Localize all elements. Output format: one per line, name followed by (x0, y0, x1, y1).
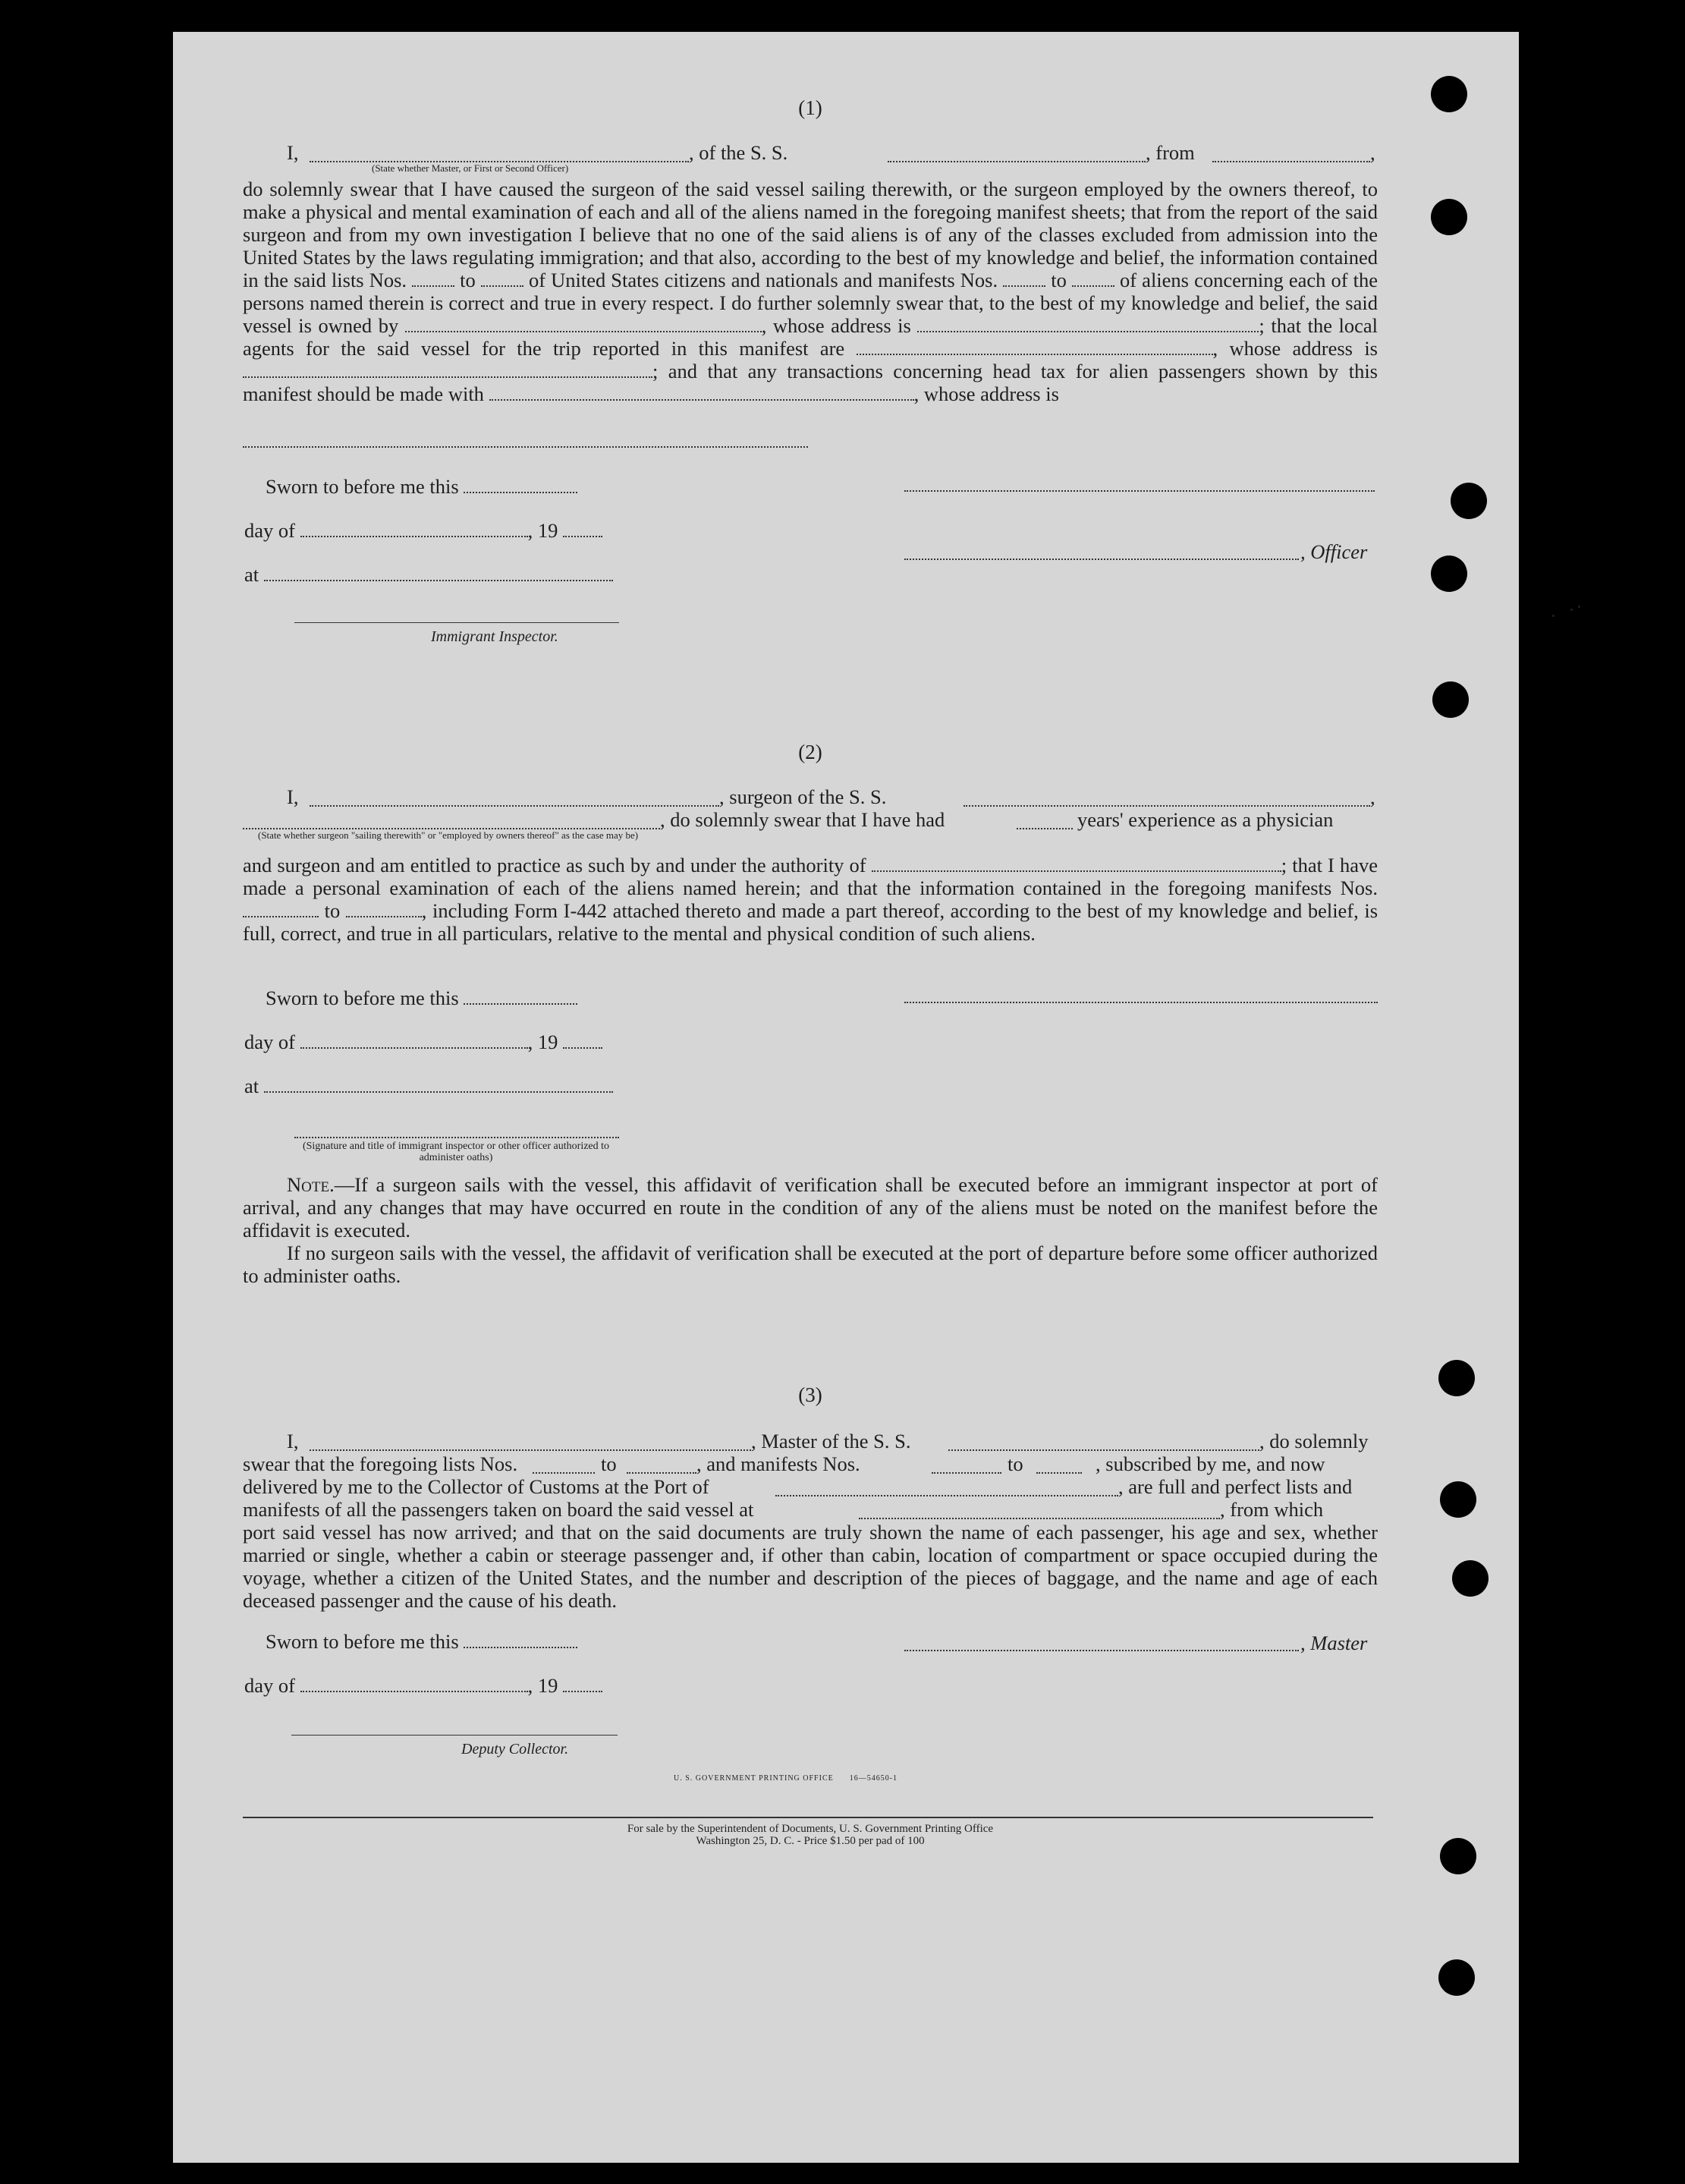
officer-signature-line[interactable] (904, 490, 1375, 492)
sworn-label: Sworn to before me this (266, 475, 459, 498)
ship-name-field[interactable] (948, 1434, 1259, 1451)
semicolon: ; (1259, 314, 1265, 337)
note-text-2: If no surgeon sails with the vessel, the affidavit of verification shall be executed at the port of departure before some officer authorized to administer oaths. (243, 1241, 1378, 1287)
binder-hole (1431, 76, 1467, 112)
binder-hole (1440, 1838, 1476, 1874)
solemnly-text: , do solemnly (1259, 1430, 1369, 1452)
inspector-label: Immigrant Inspector. (431, 628, 558, 645)
section-1-first-line (243, 141, 1378, 174)
form-442-text: , including Form I-442 attached thereto and made a part thereof, according to the best of my knowledge and belief, is full, correct, and true in all particulars, relative to the mental and physical condition of such aliens. (243, 899, 1378, 945)
ship-name-field[interactable] (888, 146, 1146, 162)
note-block (243, 1173, 1378, 1287)
day-of-label: day of (244, 1674, 295, 1697)
to-label: to (1051, 269, 1067, 291)
signature-note: (Signature and title of immigrant inspector or other officer authorized to administer oaths) (302, 1141, 610, 1163)
oath-i: I, (287, 1430, 299, 1452)
day-of-row (244, 1674, 602, 1698)
comma: , (1370, 141, 1375, 164)
at-row (244, 1075, 613, 1098)
master-of-label: , Master of the S. S. (751, 1430, 911, 1452)
year-field[interactable] (563, 1032, 602, 1049)
at-place-field[interactable] (264, 565, 613, 581)
sworn-row (266, 1630, 577, 1654)
lists-from-field[interactable] (533, 1457, 595, 1474)
at-row (244, 563, 613, 587)
sworn-date-field[interactable] (464, 477, 577, 493)
years-field[interactable] (1017, 813, 1073, 829)
year-field[interactable] (563, 1676, 602, 1692)
comma: , (1370, 785, 1375, 808)
manifests-all-text: manifests of all the passengers taken on board the said vessel at (243, 1498, 754, 1521)
sworn-row (266, 987, 577, 1010)
note-heading: Note. (287, 1173, 335, 1196)
scan-speck (1552, 615, 1555, 617)
owner-address-field[interactable] (917, 316, 1259, 332)
lists-to-field[interactable] (627, 1457, 696, 1474)
comma: , (1212, 337, 1218, 360)
footer-rule (243, 1817, 1373, 1818)
master-label: , Master (1300, 1632, 1368, 1654)
authority-text: and surgeon and am entitled to practice as such by and under the authority of (243, 854, 866, 876)
sworn-date-field[interactable] (464, 1632, 577, 1648)
at-place-field[interactable] (264, 1076, 613, 1093)
from-port-field[interactable] (1212, 146, 1370, 162)
sworn-label: Sworn to before me this (266, 1630, 459, 1653)
day-of-field[interactable] (300, 1676, 528, 1692)
day-of-row (244, 519, 602, 543)
oath-i: I, (287, 141, 299, 164)
examination-text: that I have made a personal examination of each of the aliens named herein; and that the information contained in the foregoing manifests Nos. (243, 854, 1378, 899)
surgeon-of-label: , surgeon of the S. S. (719, 785, 887, 808)
oath-i: I, (287, 785, 299, 808)
manifests-to-field[interactable] (346, 901, 422, 917)
manifests-from-field[interactable] (1003, 270, 1045, 287)
lists-from-field[interactable] (412, 270, 454, 287)
binder-hole (1432, 681, 1469, 718)
whose-address-label: whose address is (1229, 337, 1378, 360)
citizens-text: of United States citizens and nationals and manifests Nos. (528, 269, 998, 291)
passengers-text: port said vessel has now arrived; and that on the said documents are truly shown the name of each passenger, his age and sex, whether married or single, whether a cabin or steerage passenger and, if other than cabin, location of compartment or space occupied during the voyage, whether a citizen of the United States, and the number and description of the pieces of baggage, and the name and age of each deceased passenger and the cause of his death. (243, 1521, 1378, 1612)
semicolon: ; (1281, 854, 1287, 876)
surgeon-signature-line[interactable] (904, 1002, 1378, 1003)
inspector-signature-line[interactable] (294, 1137, 619, 1138)
sworn-row (266, 475, 577, 499)
year-label: , 19 (527, 1674, 558, 1697)
section-2-number: (2) (798, 741, 822, 763)
delivered-text: delivered by me to the Collector of Customs at the Port of (243, 1475, 709, 1498)
swear-text: swear that the foregoing lists Nos. (243, 1452, 518, 1475)
sale-line-1: For sale by the Superintendent of Documents, U. S. Government Printing Office (627, 1823, 994, 1835)
authority-field[interactable] (872, 855, 1281, 872)
surgeon-hint: (State whether surgeon "sailing therewith" or "employed by owners thereof" as the case may be) (258, 829, 639, 841)
head-tax-address-field[interactable] (243, 446, 808, 448)
section-3-body (243, 1430, 1378, 1612)
at-label: at (244, 563, 259, 586)
year-label: , 19 (527, 519, 558, 542)
whose-address-label: , whose address is (913, 382, 1059, 405)
section-2-paragraph (243, 854, 1378, 945)
manifests-from-field[interactable] (932, 1457, 1001, 1474)
head-tax-agent-field[interactable] (489, 384, 914, 401)
to-label: to (601, 1452, 617, 1475)
ship-name-field[interactable] (964, 790, 1370, 807)
section-3-first-lines (243, 1430, 1378, 1521)
port-field[interactable] (775, 1480, 1118, 1496)
surgeon-type-field[interactable] (243, 813, 660, 829)
binder-hole (1431, 555, 1467, 592)
at-label: at (244, 1075, 259, 1097)
from-label: , from (1146, 141, 1195, 164)
inspector-signature-line[interactable] (294, 622, 619, 623)
scan-speck (1570, 609, 1573, 611)
binder-hole (1438, 1959, 1475, 1996)
note-paragraph-2 (243, 1241, 1378, 1287)
subscribed-text: , subscribed by me, and now (1096, 1452, 1325, 1475)
to-label: to (324, 899, 341, 922)
master-signature-line[interactable] (904, 1650, 1299, 1651)
binder-hole (1438, 1360, 1475, 1396)
section-3-paragraph (243, 1521, 1378, 1612)
to-label: to (1008, 1452, 1023, 1475)
lists-to-field[interactable] (481, 270, 523, 287)
master-name-field[interactable] (310, 1434, 751, 1451)
sworn-label: Sworn to before me this (266, 987, 459, 1009)
whose-address-label: , whose address is (761, 314, 911, 337)
sale-line-2: Washington 25, D. C. - Price $1.50 per pad of 100 (696, 1835, 925, 1847)
gpo-imprint: U. S. GOVERNMENT PRINTING OFFICE 16—54650-1 (674, 1774, 898, 1783)
binder-hole (1431, 199, 1467, 235)
manifests-label: , and manifests Nos. (696, 1452, 860, 1475)
agents-field[interactable] (857, 338, 1213, 355)
manifests-to-field[interactable] (1072, 270, 1114, 287)
year-field[interactable] (563, 521, 602, 537)
day-of-field[interactable] (300, 1032, 528, 1049)
surgeon-name-field[interactable] (310, 790, 719, 807)
note-paragraph (243, 1173, 1378, 1241)
scan-speck (1578, 606, 1580, 608)
manifests-to-field[interactable] (1036, 1457, 1082, 1474)
of-ss-label: , of the S. S. (689, 141, 788, 164)
section-2-first-lines (243, 785, 1378, 841)
officer-label: , Officer (1300, 540, 1368, 563)
aliens-text: of aliens concerning each of the persons named therein is correct and true in every respect. I do further solemnly swear that, to the best of my knowledge and belief, the said vessel is owned by (243, 269, 1378, 337)
section-2-body (243, 785, 1378, 945)
day-of-label: day of (244, 1031, 295, 1053)
day-of-field[interactable] (300, 521, 528, 537)
agents-address-field[interactable] (243, 361, 652, 378)
binder-hole (1440, 1481, 1476, 1518)
section-1-number: (1) (798, 96, 822, 119)
collector-signature-line[interactable] (291, 1735, 618, 1736)
years-text: years' experience as a physician (1077, 808, 1334, 831)
collector-label: Deputy Collector. (461, 1741, 569, 1758)
day-of-row (244, 1031, 602, 1054)
officer-title-line[interactable] (904, 559, 1299, 560)
section-1-paragraph (243, 178, 1378, 405)
year-label: , 19 (527, 1031, 558, 1053)
section-3-number: (3) (798, 1383, 822, 1406)
to-label: to (460, 269, 476, 291)
departure-port-field[interactable] (859, 1503, 1220, 1519)
head-tax-text: ; and that any transactions concerning head tax for alien passengers shown by this manifest should be made with (243, 360, 1378, 405)
sworn-date-field[interactable] (464, 988, 577, 1005)
master-hint: (State whether Master, or First or Second Officer) (372, 162, 569, 174)
note-text: —If a surgeon sails with the vessel, this affidavit of verification shall be executed before an immigrant inspector at port of arrival, and any changes that may have occurred en route in the condition of any of the aliens must be noted on the manifest before the affidavit is executed. (243, 1173, 1378, 1241)
binder-hole (1451, 483, 1487, 519)
owner-field[interactable] (405, 316, 762, 332)
oath-text: do solemnly swear that I have caused the surgeon of the said vessel sailing therewith, or the surgeon employed by the owners thereof, to make a physical and mental examination of each and all of the aliens named in the foregoing manifest sheets; that from the report of the said surgeon and from my own investigation I believe that no one of the said aliens is of any of the classes excluded from admission into the United States by the laws regulating immigration; and that also, according to the best of my knowledge and belief, the information contained in the said lists Nos. (243, 178, 1378, 291)
binder-hole (1452, 1560, 1489, 1597)
section-1-body (243, 141, 1378, 405)
agents-text: that the local agents for the said vessel for the trip reported in this manifest are (243, 314, 1378, 360)
swear-text: , do solemnly swear that I have had (660, 808, 945, 831)
from-which-text: , from which (1220, 1498, 1324, 1521)
day-of-label: day of (244, 519, 295, 542)
full-text: , are full and perfect lists and (1118, 1475, 1353, 1498)
officer-name-field[interactable] (310, 146, 689, 162)
manifests-from-field[interactable] (243, 901, 319, 917)
